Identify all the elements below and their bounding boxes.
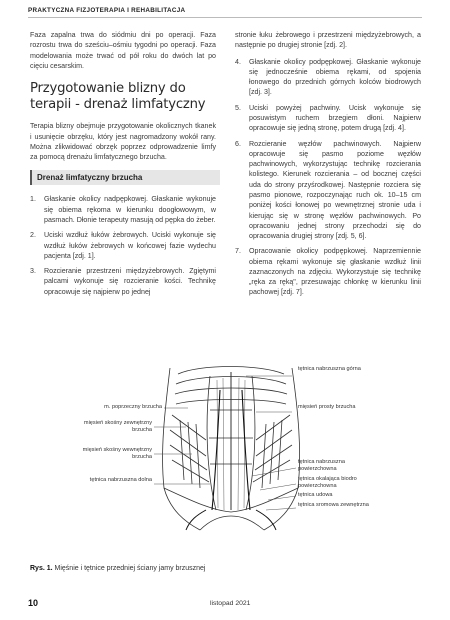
intro-paragraph: Faza zapalna trwa do siódmiu dni po operacji. Faza rozrostu trwa do sześciu–ośmiu tygodni po operacji. Faza modelowania może trwać od pół roku do dwóch lat po cięciu cesarskim. (30, 31, 216, 70)
section-heading: Przygotowanie blizny do terapii - drenaż limfatyczny (30, 81, 206, 112)
label-external-oblique: mięsień skośny zewnętrzny brzucha (83, 420, 152, 433)
step-number: 7. (235, 247, 241, 256)
step-number: 3. (30, 267, 36, 276)
step-text: Rozcieranie węzłów pachwinowych. Najpierw opracowuje się pasmo poziome węzłów pachwinowych, wykorzystując technikę rozcierania kolistego. Kierunek rozcierania – od bocznej części uda do strony przyśrodkowej. Następnie rozciera się pasmo pionowe, rozpoczynając ruch ok. 10–15 cm poniżej kości łonowej po wewnętrznej stronie uda i kierując się w stronę węzłów pachwinowych. Po opracowaniu jednej strony przechodzi się do opracowania drugiej strony [zdj. 5, 6]. (249, 139, 421, 241)
figure-caption (30, 565, 206, 572)
subheading: Drenaż limfatyczny brzucha (37, 173, 143, 183)
header-rule (28, 17, 422, 18)
label-circumflex-iliac-artery: tętnica okalająca biodro powierzchowna (298, 476, 357, 489)
step-item (235, 139, 421, 242)
step-text: Uciski wzdłuż łuków żebrowych. Uciski wykonuje się wzdłuż łuków żebrowych w końcowej fazie wydechu pacjenta [zdj. 1]. (44, 231, 216, 260)
step-number: 4. (235, 57, 241, 66)
step-text: Głaskanie okolicy podpępkowej. Głaskanie wykonuje się jednocześnie obiema rękami, od spojenia łonowego do przednich górnych kolców biodrowych [zdj. 3]. (249, 57, 421, 97)
label-superior-epigastric-artery: tętnica nabrzuszna górna (298, 366, 361, 372)
step-item (235, 246, 421, 297)
step-item (235, 57, 421, 98)
steps-list-right (235, 57, 421, 298)
label-internal-oblique: mięsień skośny wewnętrzny brzucha (82, 447, 152, 460)
step-item (235, 103, 421, 134)
step-text: Uciski powyżej pachwiny. Ucisk wykonuje się posuwistym ruchem brzegiem dłoni. Najpierw opracowuje się jedną stronę, potem drugą [zdj. 4]. (249, 103, 421, 133)
step-number: 6. (235, 139, 241, 148)
anatomy-figure (60, 360, 410, 535)
page-number: 10 (28, 598, 39, 608)
label-transverse-abdominis: m. poprzeczny brzucha (104, 404, 162, 410)
caption-label: Rys. 1. (30, 565, 53, 572)
label-inferior-epigastric-artery: tętnica nabrzuszna dolna (89, 477, 152, 483)
continuation-paragraph: stronie łuku żebrowego i przestrzeni międzyżebrowych, a następnie po drugiej stronie [zdj. 2]. (235, 31, 421, 50)
step-number: 2. (30, 231, 36, 240)
issue-date: listopad 2021 (210, 600, 251, 607)
label-rectus-abdominis: mięsień prosty brzucha (298, 404, 356, 410)
step-item (30, 266, 216, 297)
label-external-pudendal-artery: tętnica sromowa zewnętrzna (298, 502, 369, 508)
step-text: Głaskanie okolicy nadpępkowej. Głaskanie wykonuje się obiema rękoma w kierunku doogłowowym, w pasmach. Dłonie terapeuty masują od pępka do żeber. (44, 195, 216, 224)
label-femoral-artery: tętnica udowa (298, 492, 333, 498)
step-number: 1. (30, 195, 36, 204)
running-head: PRAKTYCZNA FIZJOTERAPIA I REHABILITACJA (28, 7, 186, 14)
left-column (30, 30, 216, 302)
label-superficial-epigastric-artery: tętnica nabrzuszna powierzchowna (298, 459, 345, 472)
step-text: Opracowanie okolicy podpępkowej. Naprzemiennie obiema rękami wykonuje się głaskanie wzdłuż linii zaznaczonych na zdjęciu. Wykorzystuje się technikę „ręka za ręką", przesuwając chłonkę w kierunku linii pachowej [zdj. 7]. (249, 247, 421, 297)
subheading-box (30, 170, 220, 185)
caption-text: Mięśnie i tętnice przedniej ściany jamy brzusznej (54, 565, 206, 572)
section-paragraph: Terapia blizny obejmuje przygotowanie okolicznych tkanek i usunięcie obrzęku, który jest nagromadzony wokół rany. Można zlikwidować obrzęk poprzez odprowadzenie limfy za pomocą drenażu limfatycznego brzucha. (30, 122, 216, 162)
step-item (30, 194, 216, 225)
right-column (235, 30, 421, 303)
step-item (30, 230, 216, 261)
steps-list-left (30, 194, 216, 297)
step-number: 5. (235, 103, 241, 112)
step-text: Rozcieranie przestrzeni międzyżebrowych. Zgiętymi palcami wykonuje się rozcieranie kości. Technikę opracowuje się najpierw po jednej (44, 267, 216, 296)
